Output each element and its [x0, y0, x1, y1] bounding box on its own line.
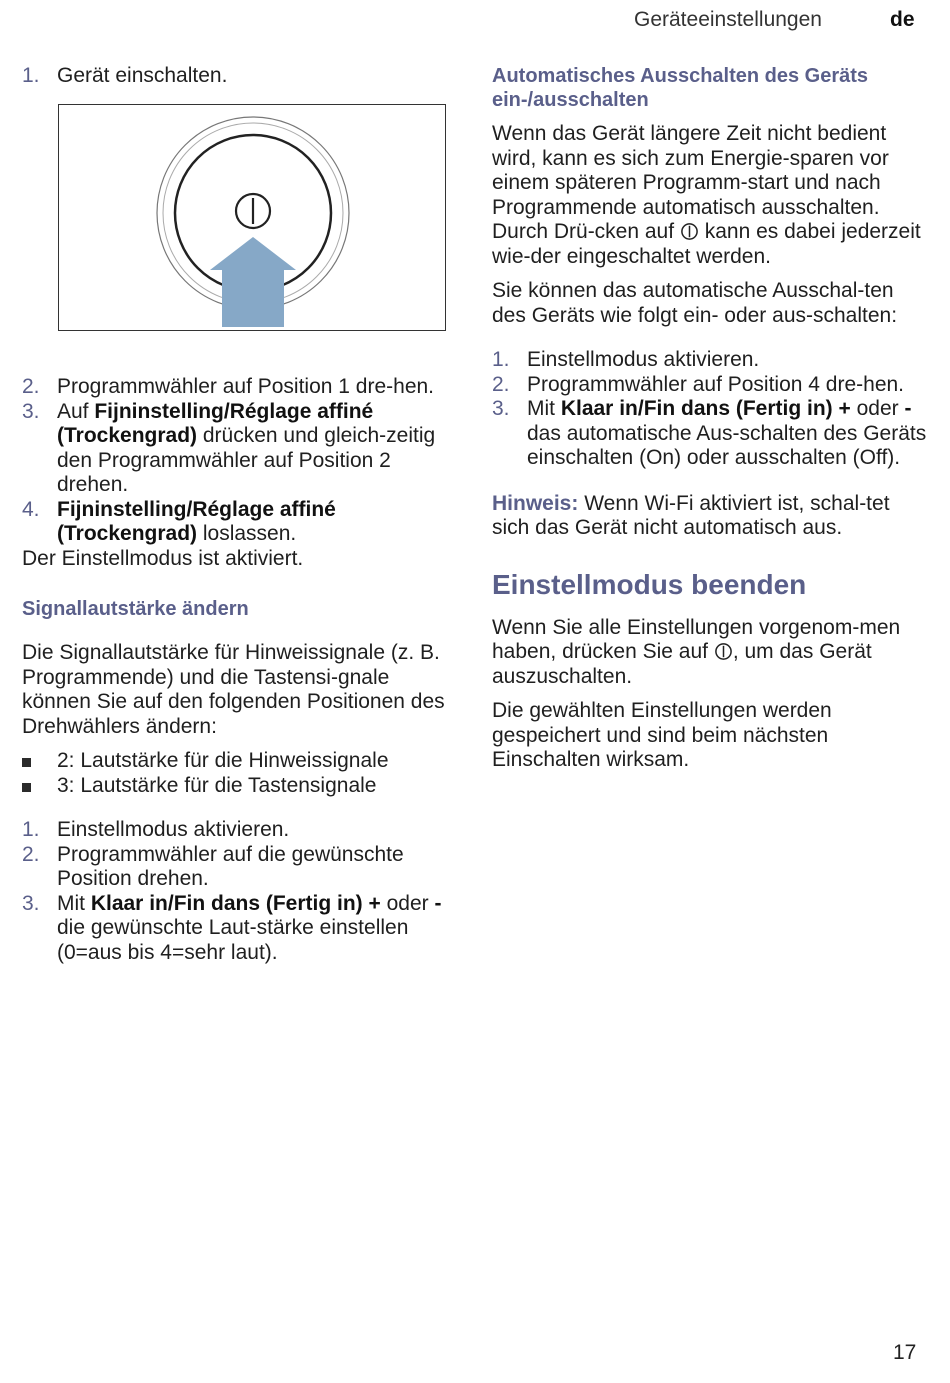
left-column — [22, 64, 452, 89]
step-text-or: oder — [850, 397, 905, 420]
power-icon — [680, 222, 699, 241]
step-number: 1. — [22, 818, 40, 841]
auto-off-steps — [492, 348, 927, 471]
step-toggle-auto-off — [492, 397, 927, 471]
step-number: 2. — [492, 372, 510, 396]
step-set-volume — [22, 892, 447, 966]
exit-paragraph-2: Die gewählten Einstellungen werden gespeichert und sind beim nächsten Einschalten wirksam. — [492, 699, 832, 771]
bullet-square-icon — [22, 783, 31, 792]
section-heading-auto-off: Automatisches Ausschalten des Geräts ein-/ausschalten — [492, 65, 869, 111]
step-number: 1. — [492, 348, 510, 371]
press-arrow-icon — [210, 237, 296, 327]
position-list — [22, 749, 447, 798]
note-label: Hinweis: — [492, 491, 579, 515]
list-item-text: 3: Lautstärke für die Tastensignale — [57, 773, 377, 797]
list-item-text: 2: Lautstärke für die Hinweissignale — [57, 749, 389, 772]
text-part: Wenn Sie alle Einstellungen vorgenom-men haben, drücken Sie auf — [492, 615, 901, 663]
step-text-pre: Auf — [57, 399, 95, 423]
step-text-or: oder — [380, 891, 435, 915]
step-turn-selector-4 — [492, 373, 927, 398]
note-text: Wenn Wi-Fi aktiviert ist, schal-tet sich das Gerät nicht automatisch aus. — [492, 491, 890, 539]
power-button-illustration — [58, 104, 446, 331]
minus-symbol: - — [904, 397, 912, 420]
step-text: Gerät einschalten. — [57, 64, 228, 87]
button-name: Fijninstelling/Réglage affiné (Trockengrad) — [57, 399, 374, 447]
power-icon — [236, 194, 270, 228]
signal-intro-paragraph: Die Signallautstärke für Hinweissignale (z. B. Programmende) und die Tastensi-gnale können Sie auf den folgenden Positionen des Drehwählers ändern: — [22, 641, 445, 738]
running-header-section: Geräteeinstellungen — [634, 8, 822, 31]
section-heading-exit-settings: Einstellmodus beenden — [492, 568, 807, 600]
result-text: Der Einstellmodus ist aktiviert. — [22, 546, 304, 570]
step-release-fine-adjust — [22, 498, 447, 547]
list-item — [22, 774, 447, 799]
step-text-post: drücken und gleich-zeitig den Programmwähler auf Position 2 drehen. — [57, 424, 436, 496]
button-name: Klaar in/Fin dans (Fertig in) — [560, 397, 833, 420]
page-number: 17 — [893, 1341, 917, 1364]
minus-symbol: - — [434, 891, 442, 915]
step-text: Einstellmodus aktivieren. — [57, 818, 290, 841]
step-switch-on — [22, 64, 452, 89]
power-icon — [714, 642, 733, 661]
exit-paragraph-1 — [492, 616, 927, 690]
section-heading-signal-volume: Signallautstärke ändern — [22, 598, 249, 620]
step-text-pre: Mit — [57, 891, 91, 915]
text-part: kann es dabei jederzeit wie-der eingeschaltet werden. — [492, 220, 921, 268]
step-turn-selector — [22, 843, 447, 892]
step-number: 2. — [22, 842, 40, 866]
step-text: Programmwähler auf Position 4 dre-hen. — [527, 372, 905, 396]
step-text-pre: Mit — [527, 397, 561, 420]
button-name: Fijninstelling/Réglage affiné (Trockengrad) — [57, 497, 336, 545]
plus-symbol: + — [368, 891, 381, 915]
step-number: 3. — [22, 399, 40, 423]
step-press-fine-adjust — [22, 400, 447, 498]
text-part: Wenn das Gerät längere Zeit nicht bedient wird, kann es sich zum Energie-sparen vor einem späteren Programm-start und nach Programmende automatisch ausschalten. Durch Drü-cken auf — [492, 122, 889, 243]
step-number: 2. — [22, 375, 40, 398]
button-name: Klaar in/Fin dans (Fertig in) — [90, 891, 363, 915]
running-header-language: de — [890, 8, 915, 31]
left-column-lower — [22, 375, 447, 965]
list-item — [22, 749, 447, 774]
auto-off-paragraph-2: Sie können das automatische Ausschal-ten des Geräts wie folgt ein- oder aus-schalten: — [492, 279, 898, 327]
text-part: , um das Gerät auszuschalten. — [492, 640, 872, 688]
power-button-drawing — [59, 105, 444, 329]
step-activate-settings — [22, 818, 447, 843]
step-turn-selector-1 — [22, 375, 447, 400]
signal-steps — [22, 818, 447, 965]
step-text-post: das automatische Aus-schalten des Geräts einschalten (On) oder ausschalten (Off). — [527, 421, 927, 469]
right-column — [492, 64, 927, 773]
step-number: 3. — [22, 891, 40, 915]
plus-symbol: + — [838, 397, 851, 420]
step-text: Programmwähler auf Position 1 dre-hen. — [57, 375, 435, 398]
step-number: 4. — [22, 497, 40, 521]
step-text-post: die gewünschte Laut-stärke einstellen (0=aus bis 4=sehr laut). — [57, 916, 409, 964]
step-text-post: loslassen. — [197, 522, 297, 545]
step-number: 3. — [492, 397, 510, 420]
step-text: Programmwähler auf die gewünschte Position drehen. — [57, 842, 404, 890]
step-text: Einstellmodus aktivieren. — [527, 348, 760, 371]
bullet-square-icon — [22, 758, 31, 767]
wifi-note — [492, 492, 927, 541]
step-number: 1. — [22, 64, 40, 87]
step-activate-settings — [492, 348, 927, 373]
auto-off-paragraph-1 — [492, 122, 927, 269]
